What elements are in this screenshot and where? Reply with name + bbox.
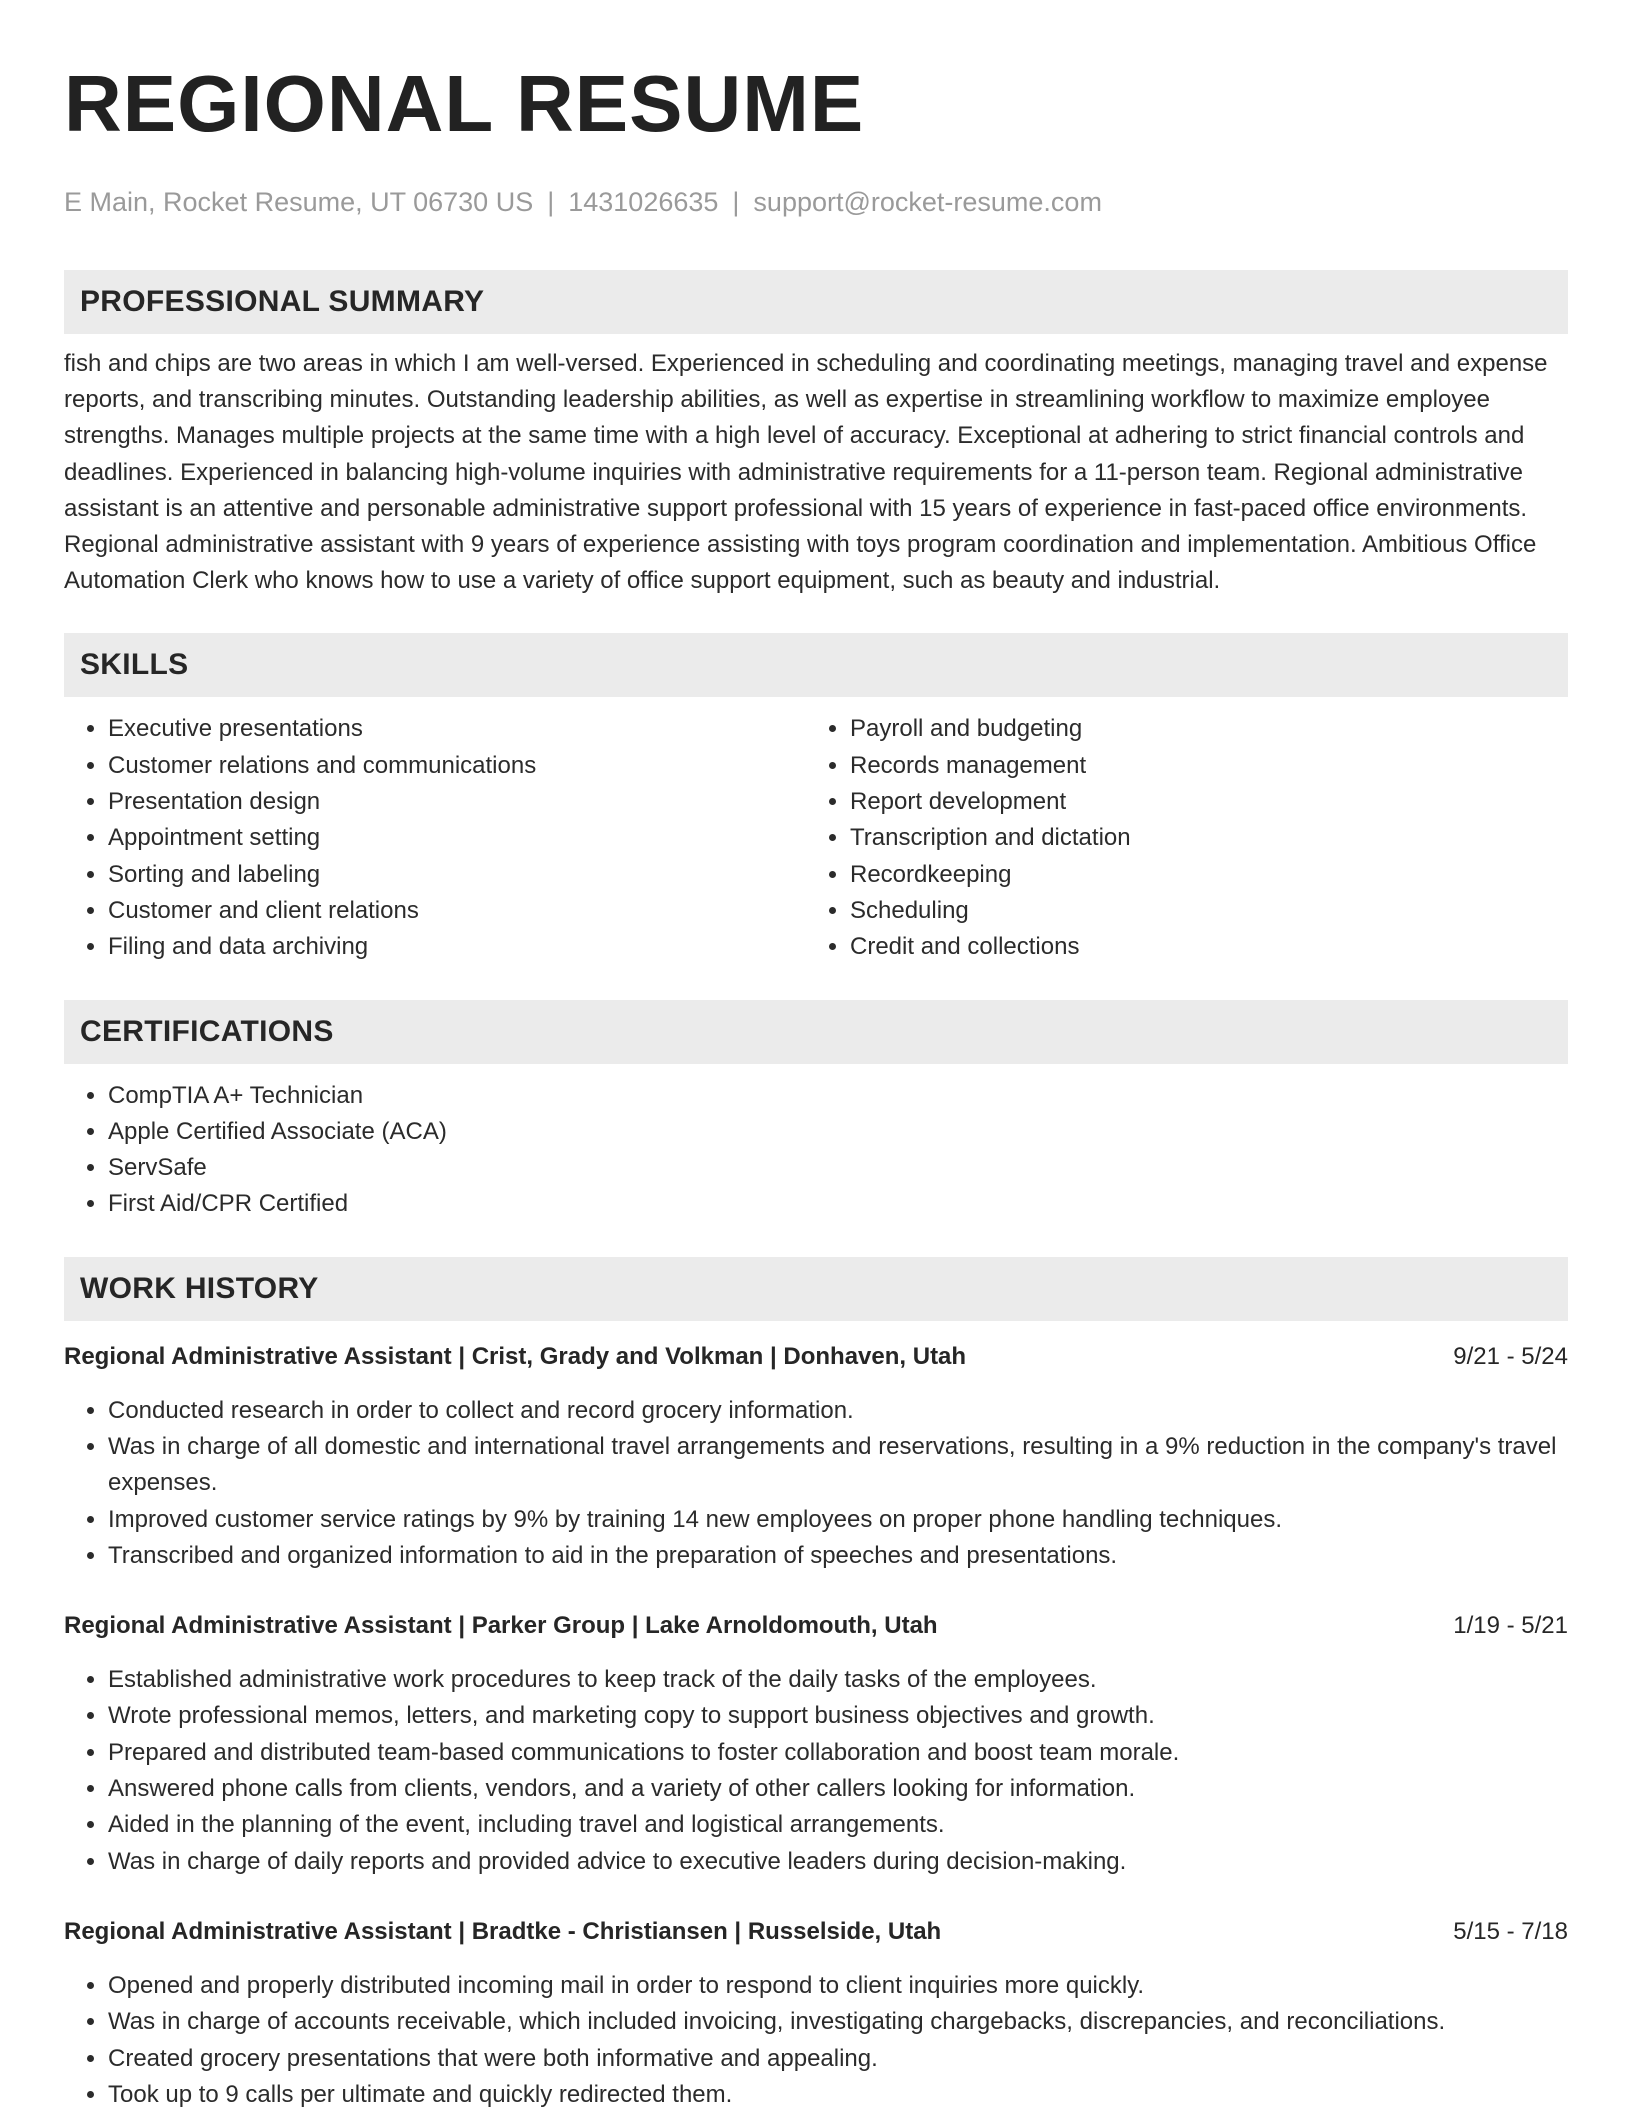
job-title: Regional Administrative Assistant | Crist, Grady and Volkman | Donhaven, Utah	[64, 1342, 967, 1370]
section-heading-summary: PROFESSIONAL SUMMARY	[64, 270, 1568, 334]
job-duties	[64, 1968, 1568, 2113]
job-entry	[64, 1339, 1568, 1574]
section-heading-certifications: CERTIFICATIONS	[64, 1000, 1568, 1064]
job-title: Regional Administrative Assistant | Parker Group | Lake Arnoldomouth, Utah	[64, 1612, 938, 1640]
skill-item: • Filing and data archiving	[108, 929, 806, 965]
job-dates: 9/21 - 5/24	[1453, 1342, 1568, 1370]
job-duty: • Created grocery presentations that were both informative and appealing.	[108, 2041, 1568, 2077]
job-duty: • Was in charge of daily reports and provided advice to executive leaders during decision-making.	[108, 1844, 1568, 1880]
job-duty: • Took up to 9 calls per ultimate and quickly redirected them.	[108, 2077, 1568, 2113]
section-heading-work-history: WORK HISTORY	[64, 1257, 1568, 1321]
job-duty: • Was in charge of accounts receivable, which included invoicing, investigating chargebacks, discrepancies, and reconciliations.	[108, 2004, 1568, 2040]
job-duties	[64, 1393, 1568, 1574]
job-duties	[64, 1662, 1568, 1880]
certification-item: • ServSafe	[108, 1150, 1568, 1186]
skills-column-left	[64, 711, 806, 965]
job-duty: • Was in charge of all domestic and international travel arrangements and reservations, resulting in a 9% reduction in the company's travel expenses.	[108, 1429, 1568, 1502]
skill-item: • Executive presentations	[108, 711, 806, 747]
job-entry	[64, 1608, 1568, 1880]
contact-separator: |	[547, 187, 555, 217]
summary-text: fish and chips are two areas in which I am well-versed. Experienced in scheduling and coordinating meetings, managing travel and expense reports, and transcribing minutes. Outstanding leadership abilities, as well as expertise in streamlining workflow to maximize employee strengths. Manages multiple projects at the same time with a high level of accuracy. Exceptional at adhering to strict financial controls and deadlines. Experienced in balancing high-volume inquiries with administrative requirements for a 11-person team. Regional administrative assistant is an attentive and personable administrative support professional with 15 years of experience in fast-paced office environments. Regional administrative assistant with 9 years of experience assisting with toys program coordination and implementation. Ambitious Office Automation Clerk who knows how to use a variety of office support equipment, such as beauty and industrial.	[64, 350, 1548, 595]
job-entry	[64, 1914, 1568, 2113]
contact-address: E Main, Rocket Resume, UT 06730 US	[64, 187, 534, 217]
skills-list	[64, 711, 1568, 965]
skill-item: • Customer and client relations	[108, 893, 806, 929]
job-header	[64, 1339, 1568, 1375]
certification-item: • Apple Certified Associate (ACA)	[108, 1114, 1568, 1150]
contact-separator: |	[732, 187, 740, 217]
skill-item: • Sorting and labeling	[108, 857, 806, 893]
job-dates: 5/15 - 7/18	[1453, 1917, 1568, 1945]
section-heading-skills: SKILLS	[64, 633, 1568, 697]
skill-item: • Credit and collections	[850, 929, 1548, 965]
skill-item: • Payroll and budgeting	[850, 711, 1548, 747]
skill-item: • Presentation design	[108, 784, 806, 820]
job-duty: • Opened and properly distributed incoming mail in order to respond to client inquiries more quickly.	[108, 1968, 1568, 2004]
job-duty: • Wrote professional memos, letters, and marketing copy to support business objectives and growth.	[108, 1698, 1568, 1734]
skill-item: • Transcription and dictation	[850, 820, 1548, 856]
certifications-list	[64, 1078, 1568, 1223]
job-duty: • Answered phone calls from clients, vendors, and a variety of other callers looking for information.	[108, 1771, 1568, 1807]
certification-item: • First Aid/CPR Certified	[108, 1186, 1568, 1222]
job-header	[64, 1914, 1568, 1950]
skill-item: • Appointment setting	[108, 820, 806, 856]
job-duty: • Transcribed and organized information to aid in the preparation of speeches and presentations.	[108, 1538, 1568, 1574]
skill-item: • Recordkeeping	[850, 857, 1548, 893]
job-duty: • Prepared and distributed team-based communications to foster collaboration and boost team morale.	[108, 1735, 1568, 1771]
contact-email[interactable]: support@rocket-resume.com	[753, 187, 1102, 217]
job-duty: • Aided in the planning of the event, including travel and logistical arrangements.	[108, 1807, 1568, 1843]
skill-item: • Scheduling	[850, 893, 1548, 929]
contact-line	[64, 184, 1568, 220]
job-duty: • Improved customer service ratings by 9% by training 14 new employees on proper phone handling techniques.	[108, 1502, 1568, 1538]
contact-phone: 1431026635	[568, 187, 719, 217]
job-dates: 1/19 - 5/21	[1453, 1612, 1568, 1640]
skill-item: • Report development	[850, 784, 1548, 820]
job-duty: • Established administrative work procedures to keep track of the daily tasks of the employees.	[108, 1662, 1568, 1698]
skill-item: • Customer relations and communications	[108, 748, 806, 784]
skill-item: • Records management	[850, 748, 1548, 784]
job-duty: • Conducted research in order to collect and record grocery information.	[108, 1393, 1568, 1429]
job-header	[64, 1608, 1568, 1644]
certification-item: • CompTIA A+ Technician	[108, 1078, 1568, 1114]
resume-title: REGIONAL RESUME	[64, 59, 865, 148]
skills-column-right	[806, 711, 1548, 965]
job-title: Regional Administrative Assistant | Bradtke - Christiansen | Russelside, Utah	[64, 1917, 942, 1945]
